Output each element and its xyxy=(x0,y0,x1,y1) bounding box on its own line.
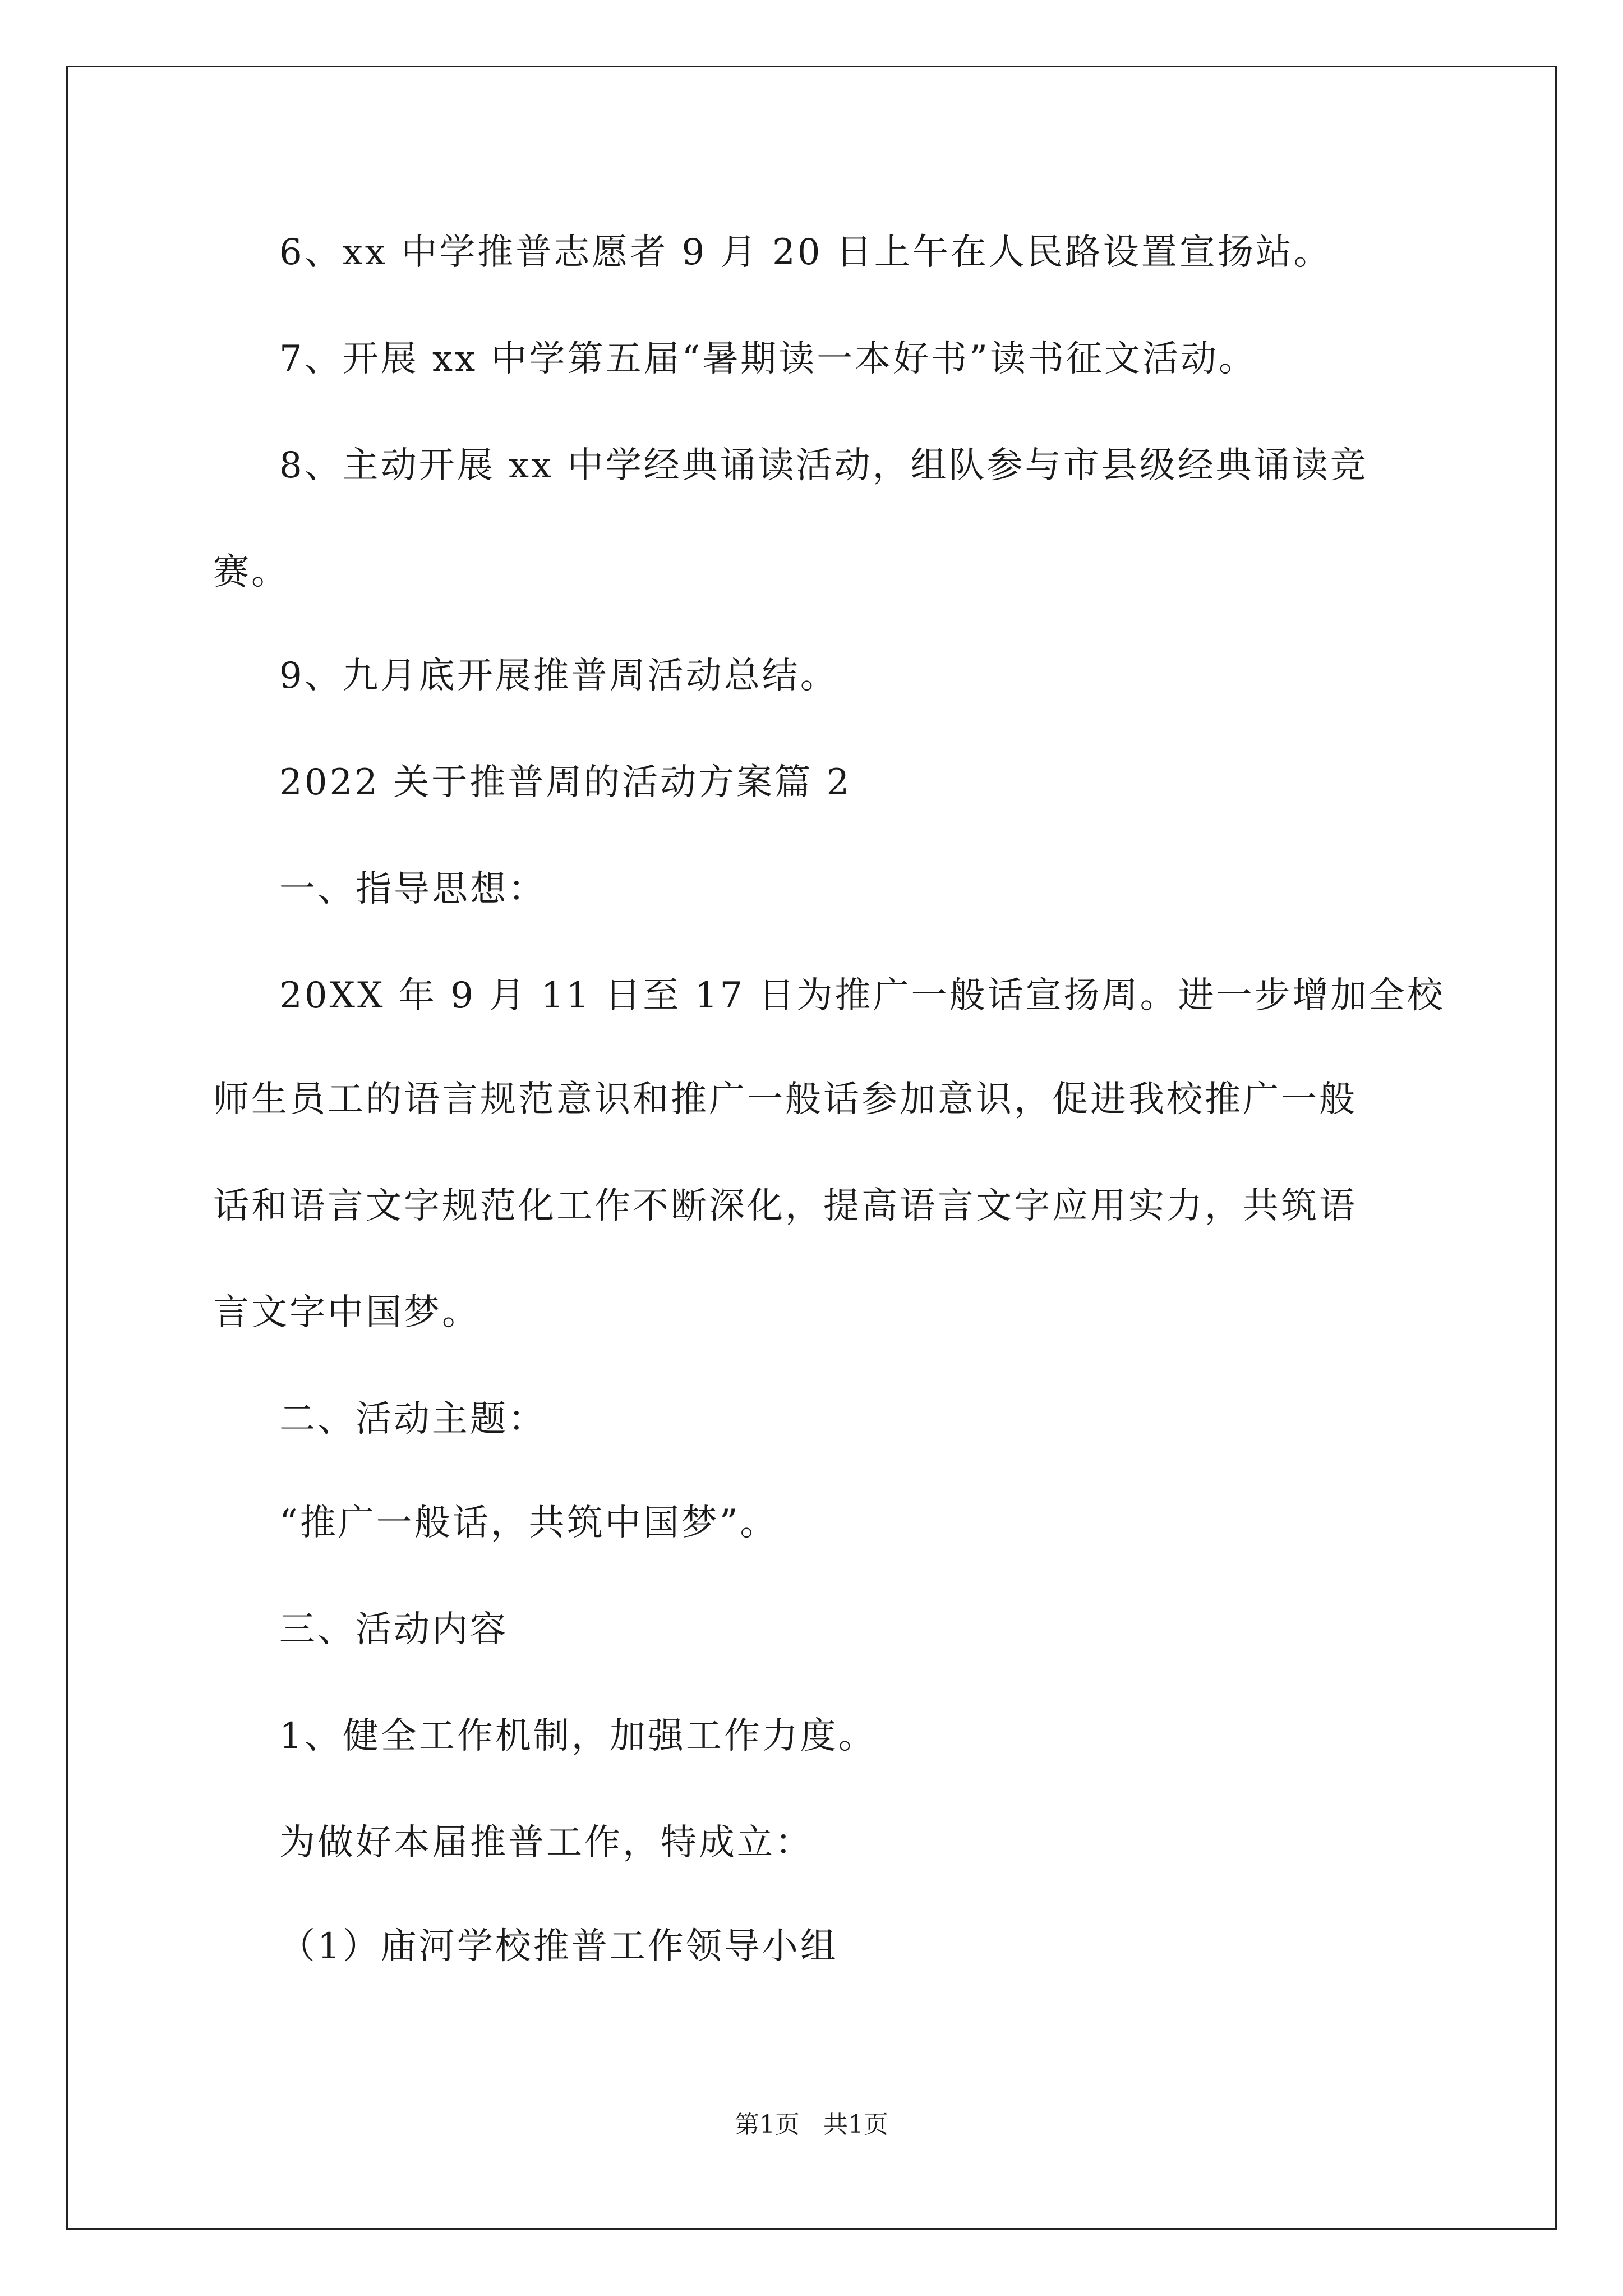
page-number-footer: 第1页 共1页 xyxy=(735,2110,888,2139)
paragraph-guiding-line-2: 师生员工的语言规范意识和推广一般话参加意识，促进我校推广一般 xyxy=(213,1079,1357,1120)
heading-activity-content: 三、活动内容 xyxy=(279,1609,508,1650)
content-intro: 为做好本届推普工作，特成立： xyxy=(279,1822,813,1864)
paragraph-guiding-line-1: 20XX 年 9 月 11 日至 17 日为推广一般话宣扬周。进一步增加全校 xyxy=(279,975,1445,1016)
paragraph-item-9: 9、九月底开展推普周活动总结。 xyxy=(279,655,838,697)
paragraph-item-6: 6、xx 中学推普志愿者 9 月 20 日上午在人民路设置宣扬站。 xyxy=(279,232,1332,273)
heading-activity-theme: 二、活动主题： xyxy=(279,1398,546,1440)
activity-theme-text: “推广一般话，共筑中国梦”。 xyxy=(279,1502,778,1544)
paragraph-guiding-line-4: 言文字中国梦。 xyxy=(213,1292,480,1333)
page-border xyxy=(66,66,1557,2230)
heading-guiding-thought: 一、指导思想： xyxy=(279,868,546,910)
content-item-1: 1、健全工作机制，加强工作力度。 xyxy=(279,1715,877,1757)
content-subitem-1: （1）庙河学校推普工作领导小组 xyxy=(279,1926,838,1967)
paragraph-item-8-line-1: 8、主动开展 xx 中学经典诵读活动，组队参与市县级经典诵读竞 xyxy=(279,445,1368,486)
paragraph-item-7: 7、开展 xx 中学第五届“暑期读一本好书”读书征文活动。 xyxy=(279,338,1257,380)
paragraph-item-8-line-2: 赛。 xyxy=(213,551,289,593)
section-heading-2: 2022 关于推普周的活动方案篇 2 xyxy=(279,762,852,803)
paragraph-guiding-line-3: 话和语言文字规范化工作不断深化，提高语言文字应用实力，共筑语 xyxy=(213,1185,1357,1227)
